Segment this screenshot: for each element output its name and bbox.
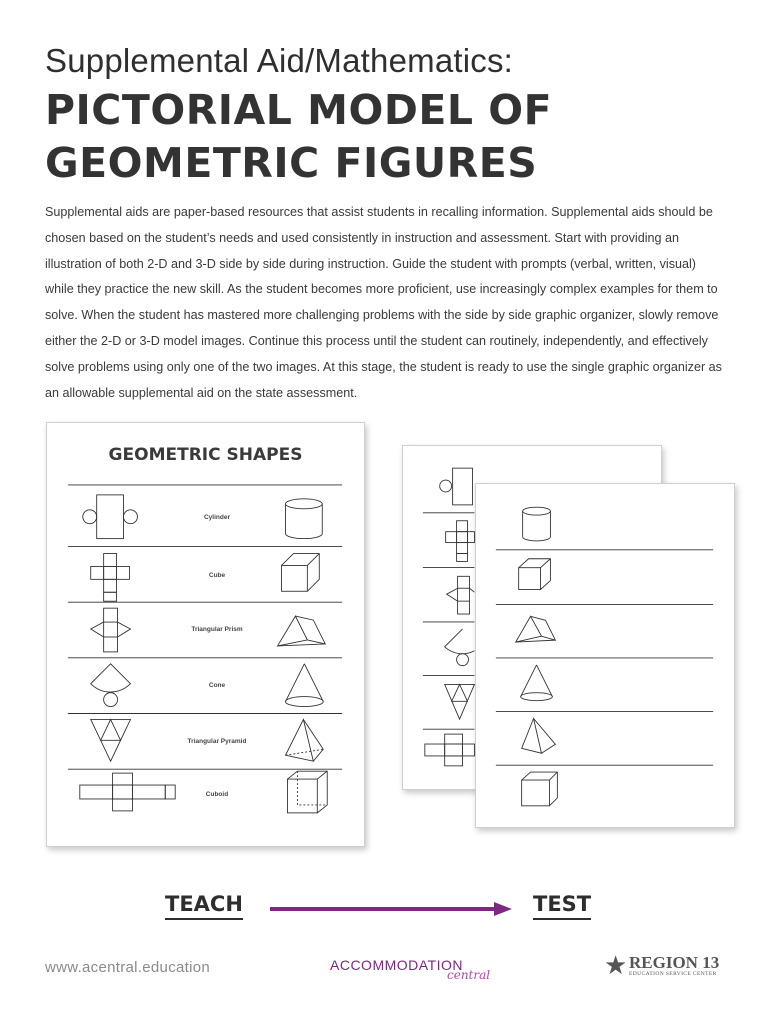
test-label: TEST <box>533 892 591 920</box>
accommodation-central-logo <box>330 955 500 989</box>
intro-paragraph: Supplemental aids are paper-based resources that assist students in recalling information. Supplemental aids should be chosen based on the student’s needs and used consistently in instruction and assessment. Start with providing an illustration of both 2-D and 3-D side by side during instruction. Guide the student with prompts (verbal, written, visual) while they practice the new skill. As the student becomes more proficient, use increasingly complex examples for them to solve. When the student has mastered more challenging problems with the side by side graphic organizer, slowly remove either the 2-D or 3-D model images. Continue this process until the student can routinely, independently, and effectively solve problems using only one of the two images. At this stage, the student is ready to use the single graphic organizer as an allowable supplemental aid on the state assessment. <box>45 205 722 400</box>
cone-icon <box>521 665 553 701</box>
teach-label: TEACH <box>165 892 243 920</box>
shape-label-cube: Cube <box>208 572 226 579</box>
triangular-pyramid-net-icon <box>91 719 131 761</box>
page-title-line-2: GEOMETRIC FIGURES <box>45 139 538 187</box>
page-subtitle: Supplemental Aid/Mathematics: <box>45 42 514 79</box>
region-13-logo <box>604 950 734 983</box>
cube-icon <box>282 554 320 592</box>
cone-net-icon <box>91 664 131 707</box>
triangular-prism-icon <box>516 616 556 642</box>
cube-net-icon <box>91 554 130 602</box>
triangular-prism-icon <box>278 616 326 646</box>
teach-to-test-arrow <box>268 898 514 920</box>
region-name: REGION 13 <box>629 953 720 972</box>
test-sheet-solids-drawing <box>476 484 734 827</box>
region-subtitle: EDUCATION SERVICE CENTER <box>629 971 717 977</box>
brand-sub-text: central <box>447 968 491 982</box>
star-icon: ★ <box>604 950 628 980</box>
cylinder-icon <box>285 499 322 539</box>
cone-icon <box>285 664 323 707</box>
shape-label-cylinder: Cylinder <box>203 514 230 521</box>
cylinder-icon <box>523 507 551 541</box>
cuboid-icon <box>522 772 558 806</box>
sheet-title: GEOMETRIC SHAPES <box>108 445 303 465</box>
triangular-pyramid-icon <box>285 719 323 761</box>
cylinder-net-icon <box>83 495 138 539</box>
website-url: www.acentral.education <box>45 959 211 976</box>
triangular-prism-net-icon <box>91 608 131 652</box>
cylinder-net-icon <box>440 468 473 505</box>
test-sheet-solids <box>475 483 735 828</box>
teach-sheet-drawing <box>47 423 364 846</box>
cone-net-icon <box>445 629 475 666</box>
shape-label-cuboid: Cuboid <box>205 791 229 798</box>
cube-icon <box>519 559 551 590</box>
cuboid-net-icon <box>80 773 175 811</box>
cuboid-net-icon <box>425 734 475 766</box>
page-title-line-1: PICTORIAL MODEL OF <box>45 86 553 134</box>
cube-net-icon <box>446 521 475 562</box>
cuboid-icon <box>287 771 327 813</box>
triangular-prism-net-icon <box>447 576 475 614</box>
page-title <box>45 84 552 190</box>
brand-main-text: ACCOMMODATION <box>330 957 464 973</box>
shape-label-triangular-pyramid: Triangular Pyramid <box>187 738 247 745</box>
shape-label-triangular-prism: Triangular Prism <box>191 626 243 633</box>
triangular-pyramid-net-icon <box>445 684 475 719</box>
teach-sheet <box>46 422 365 847</box>
shape-label-cone: Cone <box>208 682 226 689</box>
triangular-pyramid-icon <box>522 719 556 754</box>
